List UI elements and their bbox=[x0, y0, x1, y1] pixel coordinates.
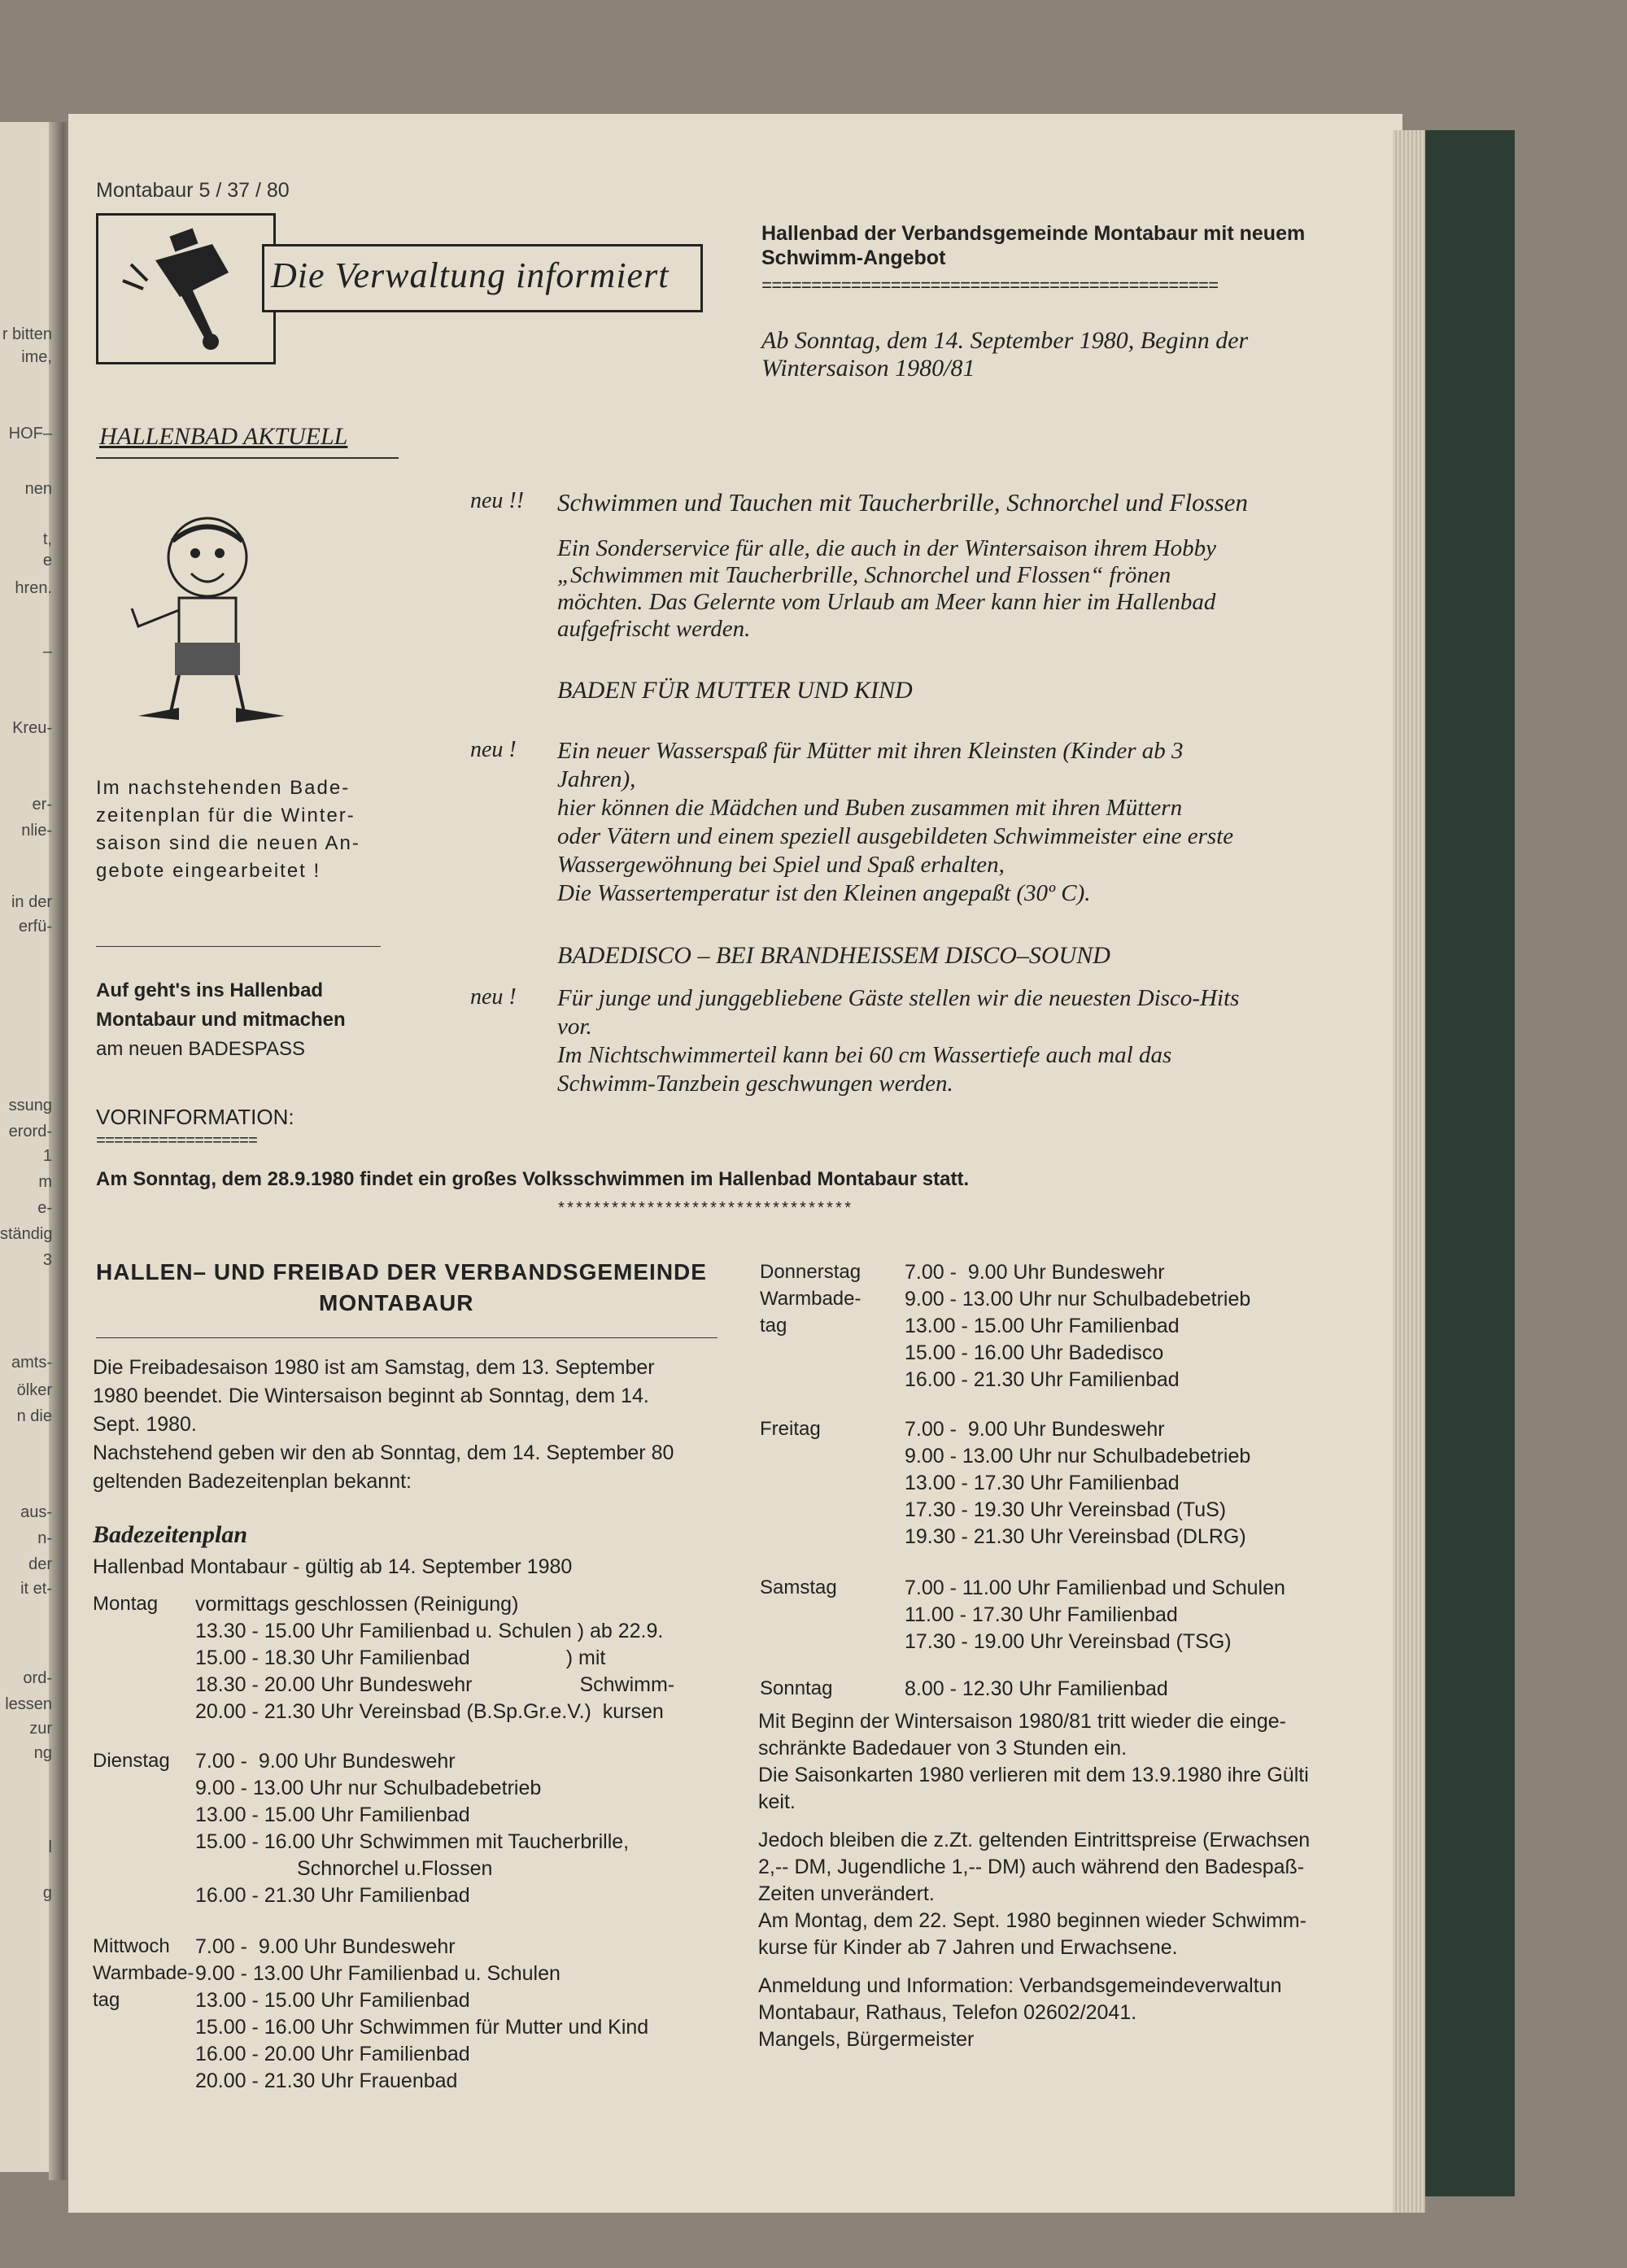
note-line: zeitenplan für die Winter- bbox=[96, 805, 355, 827]
schedule-line: 16.00 - 20.00 Uhr Familienbad bbox=[195, 2043, 470, 2065]
schedule-line: 16.00 - 21.30 Uhr Familienbad bbox=[195, 1884, 470, 1907]
offer-title: BADEN FÜR MUTTER UND KIND bbox=[557, 677, 913, 704]
fragment-text: der bbox=[28, 1555, 52, 1573]
offer-line: möchten. Das Gelernte vom Urlaub am Meer kann hier im Hallenbad bbox=[557, 589, 1216, 615]
fragment-text: er- bbox=[32, 796, 52, 813]
fragment-text: in der bbox=[11, 893, 52, 911]
intro-line: geltenden Badezeitenplan bekannt: bbox=[93, 1470, 412, 1493]
aktuell-heading: HALLENBAD AKTUELL bbox=[99, 423, 348, 450]
offer-line: Die Wassertemperatur ist den Kleinen angepaßt (30º C). bbox=[557, 880, 1091, 906]
schedule-line: 13.30 - 15.00 Uhr Familienbad u. Schulen ) ab 22.9. bbox=[195, 1620, 664, 1642]
fragment-text: g bbox=[42, 1884, 52, 1902]
note-line: keit. bbox=[758, 1790, 796, 1813]
schedule-day: Samstag bbox=[760, 1577, 837, 1599]
headline-rule: ============================================== bbox=[761, 277, 1219, 297]
schedule-line: 18.30 - 20.00 Uhr Bundeswehr Schwimm- bbox=[195, 1673, 675, 1696]
schedule-line: 11.00 - 17.30 Uhr Familienbad bbox=[905, 1603, 1178, 1626]
schedule-day: tag bbox=[93, 1989, 120, 2011]
intro-line: Wintersaison 1980/81 bbox=[761, 355, 975, 382]
schedule-line: 13.00 - 17.30 Uhr Familienbad bbox=[905, 1472, 1180, 1494]
fragment-text: ständig bbox=[0, 1225, 52, 1243]
aktuell-rule bbox=[96, 457, 399, 459]
schedule-day: Mittwoch bbox=[93, 1935, 170, 1957]
note-line: gebote eingearbeitet ! bbox=[96, 860, 321, 882]
note-line: kurse für Kinder ab 7 Jahren und Erwachsene. bbox=[758, 1936, 1178, 1959]
fragment-text: – bbox=[42, 643, 52, 661]
fragment-text: m bbox=[38, 1173, 52, 1191]
schedule-line: 7.00 - 9.00 Uhr Bundeswehr bbox=[195, 1750, 456, 1773]
schedule-line: 20.00 - 21.30 Uhr Vereinsbad (B.Sp.Gr.e.V.) kursen bbox=[195, 1700, 664, 1723]
schedule-line: 20.00 - 21.30 Uhr Frauenbad bbox=[195, 2070, 458, 2092]
note-line: Jedoch bleiben die z.Zt. geltenden Eintrittspreise (Erwachsen bbox=[758, 1829, 1311, 1851]
fragment-text: it et- bbox=[20, 1580, 52, 1598]
note-line: Im nachstehenden Bade- bbox=[96, 777, 351, 799]
offer-line: Jahren), bbox=[557, 766, 636, 792]
schedule-line: 17.30 - 19.00 Uhr Vereinsbad (TSG) bbox=[905, 1630, 1232, 1653]
intro-line: 1980 beendet. Die Wintersaison beginnt ab Sonntag, dem 14. bbox=[93, 1385, 649, 1407]
offer-line: vor. bbox=[557, 1014, 592, 1040]
fragment-text: 1 bbox=[42, 1147, 52, 1165]
schedule-day: Warmbade- bbox=[760, 1288, 861, 1310]
note-line: Montabaur, Rathaus, Telefon 02602/2041. bbox=[758, 2001, 1137, 2024]
bath-heading: HALLEN– UND FREIBAD DER VERBANDSGEMEINDE bbox=[96, 1259, 707, 1284]
offer-text bbox=[557, 535, 1216, 643]
notes bbox=[758, 1708, 1310, 2053]
schedule-line: 9.00 - 13.00 Uhr nur Schulbadebetrieb bbox=[905, 1288, 1251, 1311]
vorinfo-text: Am Sonntag, dem 28.9.1980 findet ein großes Volksschwimmen im Hallenbad Montabaur statt. bbox=[96, 1168, 970, 1190]
note-line: schränkte Badedauer von 3 Stunden ein. bbox=[758, 1737, 1128, 1760]
fragment-text: erord- bbox=[8, 1123, 52, 1141]
fragment-text: HOF– bbox=[8, 425, 52, 443]
divider bbox=[96, 946, 381, 947]
fragment-text: e bbox=[42, 552, 52, 569]
schedule-line: 7.00 - 11.00 Uhr Familienbad und Schulen bbox=[905, 1577, 1285, 1599]
vorinfo-rule: ================== bbox=[96, 1132, 258, 1151]
offer-line: Schwimm-Tanzbein geschwungen werden. bbox=[557, 1071, 953, 1097]
vorinfo-title: VORINFORMATION: bbox=[96, 1105, 294, 1129]
intro-line: Nachstehend geben wir den ab Sonntag, dem 14. September 80 bbox=[93, 1441, 674, 1464]
stars-separator: ********************************* bbox=[556, 1201, 853, 1219]
schedule-line: 7.00 - 9.00 Uhr Bundeswehr bbox=[905, 1261, 1165, 1284]
intro-line: Ab Sonntag, dem 14. September 1980, Beginn der bbox=[761, 327, 1249, 354]
schedule-line: 8.00 - 12.30 Uhr Familienbad bbox=[905, 1677, 1168, 1700]
offer-text bbox=[557, 984, 1239, 1098]
schedule-line: Schnorchel u.Flossen bbox=[195, 1857, 493, 1880]
schedule-day: Freitag bbox=[760, 1418, 821, 1440]
plan-title: Badezeitenplan bbox=[93, 1521, 248, 1548]
logo-banner bbox=[262, 244, 703, 312]
logo-title: Die Verwaltung informiert bbox=[271, 255, 670, 295]
auf-gehts-line: am neuen BADESPASS bbox=[96, 1038, 306, 1060]
fragment-text: amts- bbox=[11, 1354, 52, 1372]
schedule-day: Montag bbox=[93, 1593, 159, 1615]
schedule-line: 13.00 - 15.00 Uhr Familienbad bbox=[905, 1315, 1180, 1337]
fragment-text: aus- bbox=[20, 1503, 52, 1521]
brush-icon bbox=[98, 216, 273, 362]
season-intro bbox=[761, 327, 1248, 382]
book-cover bbox=[1425, 130, 1515, 2196]
note-line: Anmeldung und Information: Verbandsgemeindeverwaltun bbox=[758, 1974, 1282, 1997]
intro-line: Sept. 1980. bbox=[93, 1413, 197, 1436]
offer-line: aufgefrischt werden. bbox=[557, 616, 751, 642]
logo-box bbox=[96, 213, 276, 364]
fragment-text: ölker bbox=[16, 1381, 52, 1399]
schedule-line: 19.30 - 21.30 Uhr Vereinsbad (DLRG) bbox=[905, 1525, 1246, 1548]
offer-text bbox=[557, 737, 1233, 908]
fragment-text: r bitten bbox=[2, 325, 52, 343]
schedule-day: Warmbade- bbox=[93, 1962, 194, 1984]
offer-line: Ein neuer Wasserspaß für Mütter mit ihren Kleinsten (Kinder ab 3 bbox=[557, 738, 1184, 764]
fragment-text: Kreu- bbox=[12, 719, 52, 737]
schedule-line: 15.00 - 16.00 Uhr Schwimmen für Mutter und Kind bbox=[195, 2016, 649, 2039]
schedule-day: Sonntag bbox=[760, 1677, 833, 1699]
schedule-line: 7.00 - 9.00 Uhr Bundeswehr bbox=[195, 1935, 456, 1958]
fragment-text: nlie- bbox=[21, 822, 52, 840]
mascot-illustration bbox=[122, 512, 293, 740]
auf-gehts-text bbox=[96, 976, 346, 1064]
auf-gehts-line: Auf geht's ins Hallenbad bbox=[96, 979, 324, 1001]
fragment-text: n- bbox=[37, 1529, 52, 1547]
page-edges bbox=[1393, 130, 1425, 2213]
offer-line: Im Nichtschwimmerteil kann bei 60 cm Wassertiefe auch mal das bbox=[557, 1042, 1172, 1068]
schedule-line: 16.00 - 21.30 Uhr Familienbad bbox=[905, 1368, 1180, 1391]
page-reference: Montabaur 5 / 37 / 80 bbox=[96, 179, 290, 202]
intro-line: Die Freibadesaison 1980 ist am Samstag, dem 13. September bbox=[93, 1356, 655, 1379]
offer-line: hier können die Mädchen und Buben zusammen mit ihren Müttern bbox=[557, 795, 1183, 821]
schedule-line: 13.00 - 15.00 Uhr Familienbad bbox=[195, 1989, 470, 2012]
fragment-text: ime, bbox=[21, 348, 52, 366]
note-line: Mit Beginn der Wintersaison 1980/81 tritt wieder die einge- bbox=[758, 1710, 1286, 1733]
auf-gehts-line: Montabaur und mitmachen bbox=[96, 1009, 346, 1031]
schedule-line: 13.00 - 15.00 Uhr Familienbad bbox=[195, 1803, 470, 1826]
schedule-line: 17.30 - 19.30 Uhr Vereinsbad (TuS) bbox=[905, 1498, 1227, 1521]
plan-note-box bbox=[96, 774, 360, 885]
neu-mark: neu ! bbox=[470, 984, 517, 1010]
schedule-line: 7.00 - 9.00 Uhr Bundeswehr bbox=[905, 1418, 1165, 1441]
schedule-line: vormittags geschlossen (Reinigung) bbox=[195, 1593, 519, 1616]
offer-line: Wassergewöhnung bei Spiel und Spaß erhalten, bbox=[557, 852, 1005, 878]
offer-line: Für junge und junggebliebene Gäste stellen wir die neuesten Disco-Hits bbox=[557, 985, 1240, 1011]
bath-heading-2: MONTABAUR bbox=[319, 1290, 474, 1315]
fragment-text: zur bbox=[29, 1720, 52, 1738]
fragment-text: t, bbox=[42, 530, 52, 548]
fragment-text: nen bbox=[24, 480, 52, 498]
fragment-text: lessen bbox=[5, 1695, 52, 1713]
offer-line: Ein Sonderservice für alle, die auch in der Wintersaison ihrem Hobby bbox=[557, 535, 1216, 561]
note-line: Am Montag, dem 22. Sept. 1980 beginnen wieder Schwimm- bbox=[758, 1909, 1306, 1932]
schedule-line: 15.00 - 18.30 Uhr Familienbad ) mit bbox=[195, 1646, 606, 1669]
neu-mark: neu !! bbox=[470, 488, 525, 513]
fragment-text: n die bbox=[16, 1407, 52, 1425]
offer-line: „Schwimmen mit Taucherbrille, Schnorchel und Flossen“ frönen bbox=[557, 562, 1171, 588]
offer-line: oder Vätern und einem speziell ausgebildeten Schwimmeister eine erste bbox=[557, 823, 1234, 849]
bath-intro bbox=[93, 1354, 674, 1496]
fragment-text: erfü- bbox=[18, 918, 52, 936]
schedule-line: 15.00 - 16.00 Uhr Schwimmen mit Taucherbrille, bbox=[195, 1830, 630, 1853]
heading-rule bbox=[96, 1337, 718, 1338]
fragment-text: ssung bbox=[8, 1097, 52, 1114]
note-line: 2,-- DM, Jugendliche 1,-- DM) auch während den Badespaß- bbox=[758, 1856, 1305, 1878]
schedule-day: Donnerstag bbox=[760, 1261, 861, 1283]
fragment-text: ord- bbox=[23, 1669, 52, 1687]
schedule-day: tag bbox=[760, 1315, 787, 1337]
note-line: Die Saisonkarten 1980 verlieren mit dem 13.9.1980 ihre Gülti bbox=[758, 1764, 1309, 1786]
fragment-text: ng bbox=[33, 1744, 52, 1762]
note-line: Mangels, Bürgermeister bbox=[758, 2028, 975, 2051]
offer-title: BADEDISCO – BEI BRANDHEISSEM DISCO–SOUND bbox=[557, 942, 1110, 969]
schedule-day: Dienstag bbox=[93, 1750, 170, 1772]
note-line: Zeiten unverändert. bbox=[758, 1882, 935, 1905]
schedule-line: 15.00 - 16.00 Uhr Badedisco bbox=[905, 1341, 1164, 1364]
plan-subtitle: Hallenbad Montabaur - gültig ab 14. September 1980 bbox=[93, 1555, 573, 1578]
schedule-line: 9.00 - 13.00 Uhr nur Schulbadebetrieb bbox=[905, 1445, 1251, 1468]
headline: Hallenbad der Verbandsgemeinde Montabaur mit neuem Schwimm-Angebot bbox=[761, 222, 1306, 269]
neu-mark: neu ! bbox=[470, 737, 517, 762]
schedule-line: 9.00 - 13.00 Uhr Familienbad u. Schulen bbox=[195, 1962, 561, 1985]
offer-title: Schwimmen und Tauchen mit Taucherbrille, Schnorchel und Flossen bbox=[557, 488, 1248, 517]
fragment-text: hren. bbox=[15, 579, 52, 597]
fragment-text: l bbox=[48, 1838, 52, 1856]
fragment-text: e- bbox=[37, 1199, 52, 1217]
note-line: saison sind die neuen An- bbox=[96, 832, 360, 854]
schedule-line: 9.00 - 13.00 Uhr nur Schulbadebetrieb bbox=[195, 1777, 542, 1799]
fragment-text: 3 bbox=[42, 1251, 52, 1269]
